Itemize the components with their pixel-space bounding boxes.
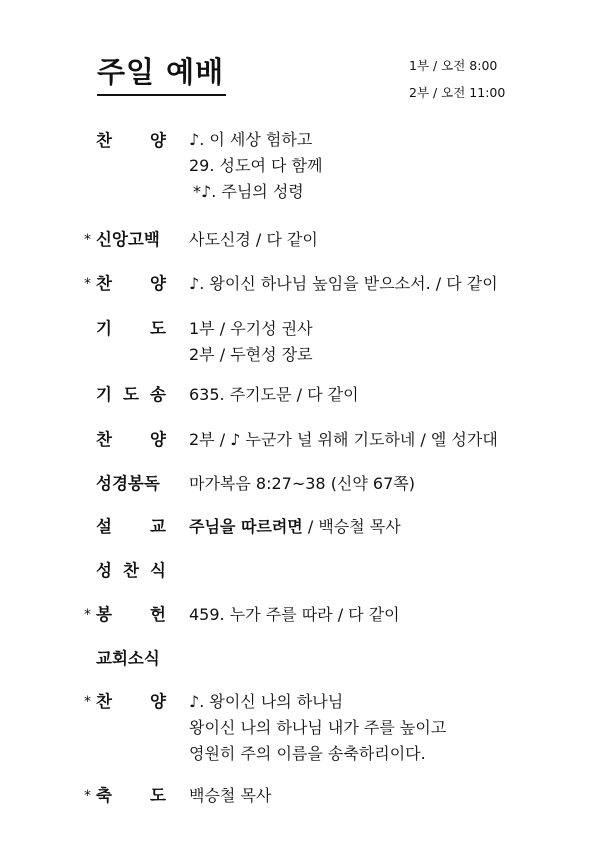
order-content: 2부 / ♪ 누군가 널 위해 기도하네 / 엘 성가대 bbox=[189, 430, 498, 449]
page-title: 주일 예배 bbox=[97, 55, 225, 89]
order-content bbox=[189, 514, 584, 540]
stand-marker: * bbox=[84, 276, 91, 292]
hymn-line: 29. 성도여 다 함께 bbox=[189, 156, 323, 175]
stand-marker: * bbox=[84, 788, 91, 804]
order-label: * 찬 양 bbox=[84, 690, 180, 714]
hymn-line: *♪. 주님의 성령 bbox=[193, 182, 304, 201]
title-underline bbox=[97, 94, 226, 96]
stand-marker: * bbox=[84, 232, 91, 248]
sermon-title: 주님을 따르려면 bbox=[189, 517, 303, 536]
order-label: 찬 양 bbox=[96, 131, 166, 150]
order-label: * 봉 헌 bbox=[84, 603, 180, 627]
order-content: 1부 / 우기성 권사 2부 / 두현성 장로 bbox=[189, 319, 313, 364]
order-label: 성경봉독 bbox=[96, 474, 160, 493]
service-time-1: 1부 / 오전 8:00 bbox=[409, 58, 498, 73]
order-label: 기 도 송 bbox=[96, 385, 166, 404]
order-content: 459. 누가 주를 따라 / 다 같이 bbox=[189, 605, 400, 624]
order-label: * 신앙고백 bbox=[84, 228, 180, 252]
sermon-preacher: / 백승철 목사 bbox=[302, 517, 401, 536]
order-content: 마가복음 8:27~38 (신약 67쪽) bbox=[189, 474, 415, 493]
order-label: 찬 양 bbox=[96, 430, 166, 449]
order-label: 성 찬 식 bbox=[96, 561, 166, 580]
order-content: 635. 주기도문 / 다 같이 bbox=[189, 385, 359, 404]
order-label: 설 교 bbox=[96, 517, 166, 536]
order-label: 교회소식 bbox=[96, 649, 160, 668]
order-content: 백승철 목사 bbox=[189, 786, 272, 805]
order-label: * 찬 양 bbox=[84, 272, 180, 296]
service-time-2: 2부 / 오전 11:00 bbox=[409, 85, 506, 100]
order-content bbox=[189, 127, 584, 205]
order-label: 기 도 bbox=[96, 319, 166, 338]
service-times bbox=[409, 52, 505, 106]
order-content: ♪. 왕이신 나의 하나님 왕이신 나의 하나님 내가 주를 높이고 영원히 주의 이름을 송축하리이다. bbox=[189, 692, 447, 763]
stand-marker: * bbox=[84, 607, 91, 623]
order-content: 사도신경 / 다 같이 bbox=[189, 230, 318, 249]
stand-marker: * bbox=[84, 694, 91, 710]
order-content: ♪. 왕이신 하나님 높임을 받으소서. / 다 같이 bbox=[189, 274, 498, 293]
hymn-line: ♪. 이 세상 험하고 bbox=[189, 130, 313, 149]
order-label: * 축 도 bbox=[84, 784, 180, 808]
